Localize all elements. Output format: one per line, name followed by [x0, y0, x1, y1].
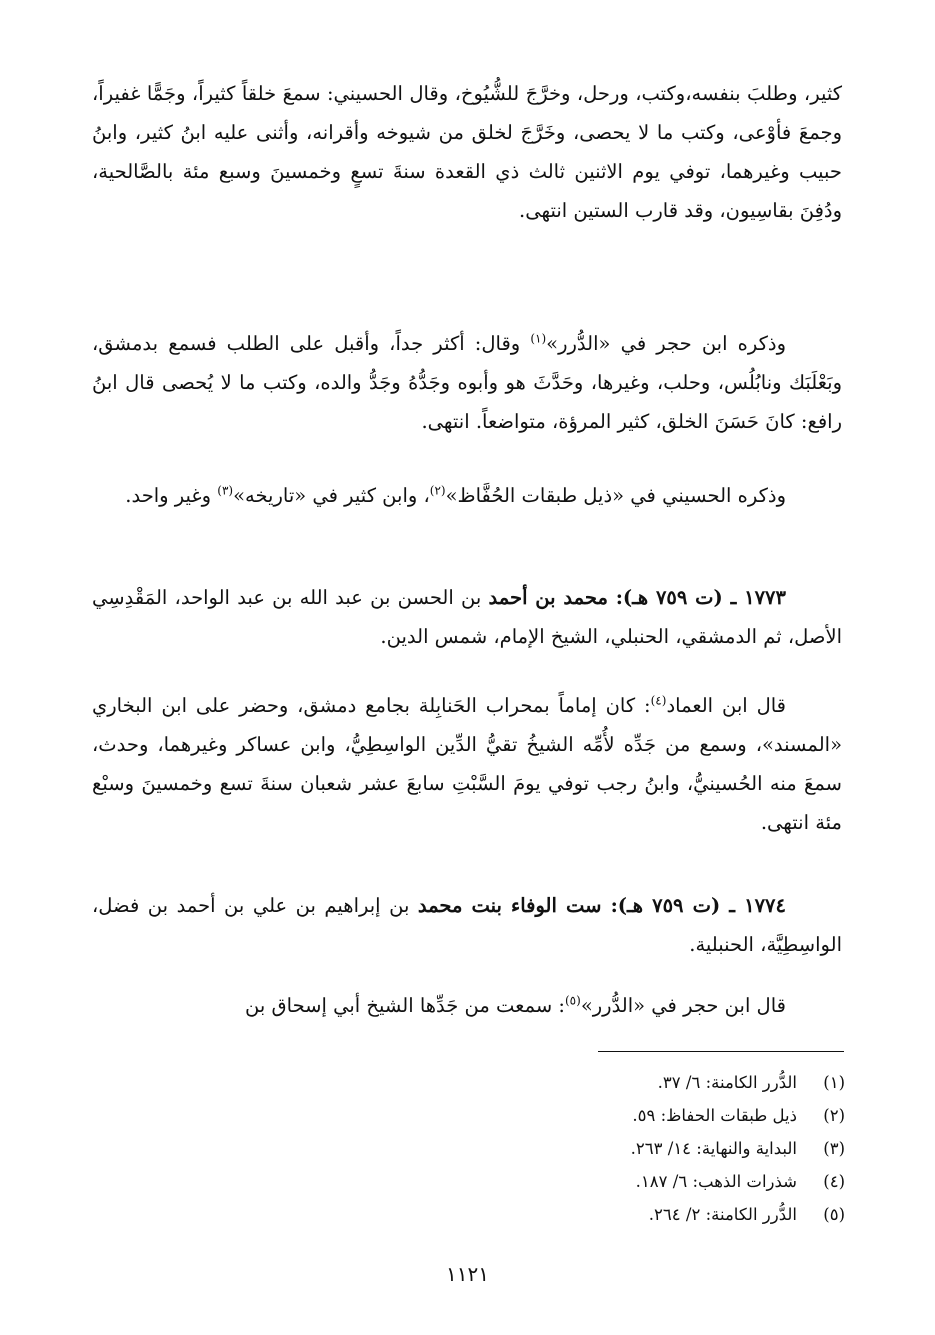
paragraph-text: : كان إماماً بمحراب الحَنابِلة بجامع دمشق، وحضر على ابن البخاري «المسند»، وسمع من جَدِّه لأُمِّه الشيخُ تقيُّ الدِّين الواسِطِيُّ، وابن عساكر وغيرهما، وحدث، سمعَ منه الحُسينيُّ، وابنُ رجب توفي يومَ السَّبْتِ سابعَ عشر شعبان سنةَ تسع وخمسينَ وسبْع مئة انتهى.: [92, 694, 842, 834]
paragraph-text: وذكره الحسيني في «ذيل طبقات الحُفَّاظ»: [445, 484, 786, 507]
footnote-number: (٥): [823, 1205, 845, 1224]
footnotes-list: [460, 1066, 845, 1231]
biography-entry-1773: [92, 578, 842, 656]
footnote-item: [460, 1099, 845, 1132]
footnote-text: شذرات الذهب: ٦/ ١٨٧.: [635, 1172, 797, 1191]
paragraph-text: قال ابن حجر في «الدُّرر»: [580, 994, 786, 1017]
paragraph-text: وغير واحد.: [125, 484, 218, 507]
paragraph-ibn-imad: [92, 686, 842, 842]
footnote-ref-2[interactable]: (٢): [429, 483, 446, 498]
paragraph-text: بن الحسن بن عبد الله بن عبد الواحد، المَقْدِسِي الأصل، ثم الدمشقي، الحنبلي، الشيخ الإمام، شمس الدين.: [92, 586, 842, 648]
footnote-separator: [598, 1051, 844, 1052]
footnote-ref-1[interactable]: (١): [530, 331, 547, 346]
footnote-number: (٣): [823, 1139, 845, 1158]
paragraph-husayni-dhikr: [92, 476, 842, 515]
footnote-number: (٤): [823, 1172, 845, 1191]
entry-heading: ١٧٧٣ ـ (ت ٧٥٩ هـ): محمد بن أحمد: [488, 586, 786, 609]
footnote-text: الدُّرر الكامنة: ٢/ ٢٦٤.: [648, 1205, 797, 1224]
footnote-number: (١): [823, 1073, 845, 1092]
paragraph-text: وذكره ابن حجر في «الدُّرر»: [546, 332, 786, 355]
footnote-item: [460, 1132, 845, 1165]
paragraph-text: بن إبراهيم بن علي بن أحمد بن فضل، الواسِطِيَّة، الحنبلية.: [92, 894, 842, 956]
footnote-text: ذيل طبقات الحفاظ: ٥٩.: [632, 1106, 797, 1125]
paragraph-text: : سمعت من جَدِّها الشيخ أبي إسحاق بن: [245, 994, 565, 1017]
footnote-text: الدُّرر الكامنة: ٦/ ٣٧.: [657, 1073, 797, 1092]
footnote-text: البداية والنهاية: ١٤/ ٢٦٣.: [630, 1139, 797, 1158]
paragraph-ibn-hajar-qal: [92, 986, 842, 1025]
footnote-number: (٢): [823, 1106, 845, 1125]
paragraph-text: ، وابن كثير في «تاريخه»: [233, 484, 430, 507]
footnote-ref-5[interactable]: (٥): [564, 993, 581, 1008]
footnote-item: [460, 1066, 845, 1099]
biography-entry-1774: [92, 886, 842, 964]
paragraph-text: وقال: أكثر جداً، وأقبل على الطلب فسمع بدمشق، وبَعْلَبَك ونابُلُس، وحلب، وغيرها، وحَدَّثَ هو وأبوه وجَدُّهُ وجَدُّ والده، وكتب ما لا يُحصى قال ابنُ رافع: كانَ حَسَنَ الخلق، كثير المرؤة، متواضعاً. انتهى.: [92, 332, 842, 433]
footnote-item: [460, 1165, 845, 1198]
footnote-ref-4[interactable]: (٤): [650, 693, 667, 708]
paragraph-ibn-hajar-dhikr: [92, 324, 842, 441]
paragraph-continuation: كثير، وطلبَ بنفسه،وكتب، ورحل، وخرَّجَ للشُّيُوخ، وقال الحسيني: سمعَ خلقاً كثيراً، وجَمًّا غفيراً، وجمعَ فأوْعى، وكتب ما لا يحصى، وخَرَّجَ لخلق من شيوخه وأقرانه، وأثنى عليه ابنُ كثير، وابنُ حبيب وغيرهما، توفي يوم الاثنين ثالث ذي القعدة سنةَ تسعٍ وخمسينَ وسبع مئة بالصَّالحية، ودُفِنَ بقاسِيون، وقد قارب الستين انتهى.: [92, 82, 842, 222]
entry-heading: ١٧٧٤ ـ (ت ٧٥٩ هـ): ست الوفاء بنت محمد: [417, 894, 787, 917]
paragraph-text: قال ابن العماد: [666, 694, 786, 717]
footnote-item: [460, 1198, 845, 1231]
footnote-ref-3[interactable]: (٣): [217, 483, 234, 498]
page-number: ١١٢١: [446, 1262, 489, 1286]
